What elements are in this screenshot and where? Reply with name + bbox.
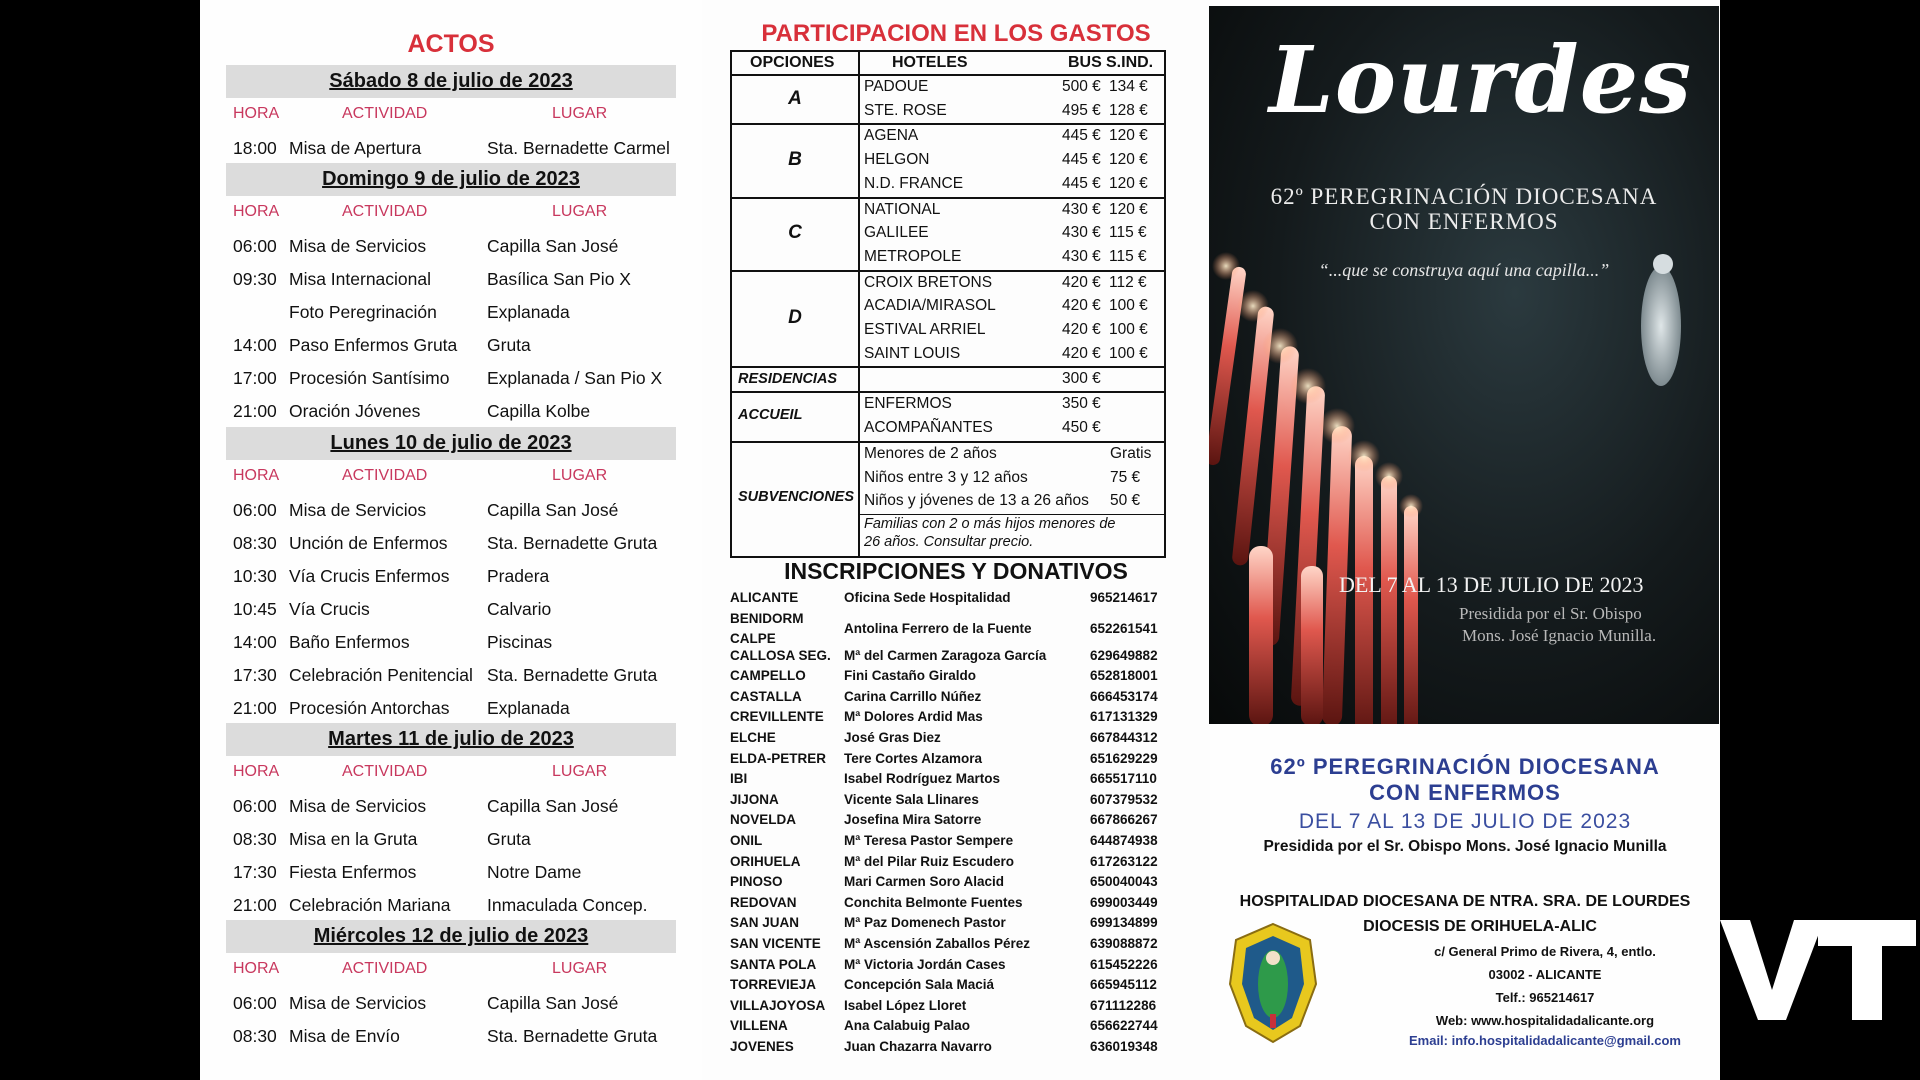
event-place: Capilla Kolbe <box>487 401 591 421</box>
event-time: 18:00 <box>233 138 277 158</box>
hotel-name: METROPOLE <box>864 247 962 265</box>
col-actividad-header: ACTIVIDAD <box>342 763 428 780</box>
contact-name: Tere Cortes Alzamora <box>844 750 983 766</box>
hotel-bus-price: 445 € <box>1062 127 1101 145</box>
hotel-name: ESTIVAL ARRIEL <box>864 321 986 338</box>
actos-title: ACTOS <box>407 30 495 58</box>
hotel-name: CROIX BRETONS <box>864 273 993 291</box>
accueil-price: 450 € <box>1062 419 1101 437</box>
event-place: Sta. Bernadette Gruta <box>487 1026 658 1046</box>
town-name: PINOSO <box>730 874 783 890</box>
event-time: 06:00 <box>233 796 277 816</box>
col-hora-header: HORA <box>233 203 280 220</box>
event-place: Capilla San José <box>487 236 619 256</box>
col-hora-header: HORA <box>233 105 280 122</box>
gastos-title: PARTICIPACION EN LOS GASTOS <box>761 20 1151 47</box>
event-activity: Paso Enfermos Gruta <box>289 335 458 355</box>
hotel-name: SAINT LOUIS <box>864 344 961 362</box>
town-name: CAMPELLO <box>730 668 806 684</box>
contact-name: Mª Dolores Ardid Mas <box>844 709 983 725</box>
subvencion-note-1: Familias con 2 o más hijos menores de <box>864 515 1116 532</box>
contact-name: Mª Victoria Jordán Cases <box>844 956 1006 972</box>
event-activity: Fiesta Enfermos <box>289 862 417 882</box>
col-hora-header: HORA <box>233 763 280 780</box>
contact-name: Concepción Sala Maciá <box>844 977 995 993</box>
town-name: JOVENES <box>730 1039 794 1055</box>
contact-phone: 665945112 <box>1090 977 1157 993</box>
contact-phone: 615452226 <box>1090 956 1158 972</box>
event-activity: Unción de Enfermos <box>289 533 448 553</box>
town-name: ELCHE <box>730 730 776 746</box>
price-table <box>730 50 1166 558</box>
event-time: 14:00 <box>233 632 277 652</box>
accueil-label: ACCUEIL <box>738 407 803 424</box>
event-place: Explanada / San Pio X <box>487 368 663 388</box>
subvencion-name: Menores de 2 años <box>864 444 997 462</box>
contact-phone: 667866267 <box>1090 812 1158 828</box>
event-place: Capilla San José <box>487 796 619 816</box>
contact-phone: 639088872 <box>1090 936 1158 952</box>
event-place: Piscinas <box>487 632 553 652</box>
event-activity: Misa de Envío <box>289 1026 400 1046</box>
table-rule <box>732 441 1164 443</box>
contact-phone: 607379532 <box>1090 791 1158 807</box>
town-name: NOVELDA <box>730 812 797 828</box>
cover-image <box>1209 6 1719 724</box>
contact-phone: 652818001 <box>1090 668 1158 684</box>
hotel-single-price: 100 € <box>1109 297 1148 315</box>
town-name: SANTA POLA <box>730 956 817 972</box>
town-name: CASTALLA <box>730 688 802 704</box>
hotel-bus-price: 445 € <box>1062 174 1101 192</box>
hotel-name: AGENA <box>864 127 919 145</box>
town-name: IBI <box>730 771 748 787</box>
event-activity: Procesión Antorchas <box>289 698 450 718</box>
table-rule <box>732 123 1164 125</box>
hotel-bus-price: 445 € <box>1062 151 1101 169</box>
event-place: Explanada <box>487 698 570 718</box>
event-activity: Celebración Penitencial <box>289 665 473 685</box>
event-time: 06:00 <box>233 236 277 256</box>
cover-presided-2: Mons. José Ignacio Munilla. <box>1462 626 1657 645</box>
cover-subtitle-1: 62º PEREGRINACIÓN DIOCESANA <box>1270 184 1658 209</box>
event-place: Gruta <box>487 335 531 355</box>
event-place: Notre Dame <box>487 862 582 882</box>
town-name: CREVILLENTE <box>730 709 824 725</box>
table-rule <box>732 270 1164 272</box>
contact-name: Antolina Ferrero de la Fuente <box>844 621 1032 637</box>
event-activity: Foto Peregrinación <box>289 302 437 322</box>
event-place: Capilla San José <box>487 500 619 520</box>
event-place: Inmaculada Concep. <box>487 895 648 915</box>
col-lugar-header: LUGAR <box>552 763 608 780</box>
hotel-bus-price: 420 € <box>1062 273 1101 291</box>
contact-name: Oficina Sede Hospitalidad <box>844 590 1011 605</box>
subvencion-name: Niños entre 3 y 12 años <box>864 468 1028 486</box>
table-rule <box>732 197 1164 199</box>
contact-phone: 652261541 <box>1090 621 1158 637</box>
hotel-bus-price: 420 € <box>1062 297 1101 315</box>
town-name: CALLOSA SEG. <box>730 647 831 663</box>
contact-phone: 667844312 <box>1090 730 1158 746</box>
contact-name: Mª Teresa Pastor Sempere <box>844 833 1014 849</box>
event-time: 08:30 <box>233 1026 277 1046</box>
contact-phone: 656622744 <box>1090 1018 1158 1034</box>
channel-watermark-icon <box>1720 910 1920 1030</box>
hotel-name: GALILEE <box>864 224 929 242</box>
cover-title: Lourdes <box>1269 26 1693 134</box>
col-actividad-header: ACTIVIDAD <box>342 467 428 484</box>
hotel-name: HELGON <box>864 151 930 169</box>
org-web: Web: www.hospitalidadalicante.org <box>1435 1013 1655 1028</box>
hotel-single-price: 120 € <box>1109 151 1148 169</box>
org-city: 03002 - ALICANTE <box>1488 967 1602 982</box>
info-title-2: CON ENFERMOS <box>1369 780 1561 805</box>
col-hora-header: HORA <box>233 960 280 977</box>
contact-name: Josefina Mira Satorre <box>844 812 982 828</box>
hospitalidad-seal-icon <box>1228 922 1318 1044</box>
hotel-single-price: 128 € <box>1109 101 1148 119</box>
cover-dates: DEL 7 AL 13 DE JULIO DE 2023 <box>1339 572 1644 597</box>
contact-name: Vicente Sala Llinares <box>844 791 979 807</box>
event-place: Explanada <box>487 302 570 322</box>
town-name: SAN JUAN <box>730 915 800 931</box>
subvencion-name: Niños y jóvenes de 13 a 26 años <box>864 492 1089 510</box>
contact-phone: 665517110 <box>1090 771 1157 787</box>
residencias-label: RESIDENCIAS <box>738 371 838 388</box>
info-title-1: 62º PEREGRINACIÓN DIOCESANA <box>1270 754 1660 779</box>
contact-phone: 671112286 <box>1090 997 1157 1013</box>
subvencion-price: Gratis <box>1110 444 1152 462</box>
town-name: ORIHUELA <box>730 853 801 869</box>
table-rule <box>732 366 1164 368</box>
hotel-single-price: 100 € <box>1109 321 1148 338</box>
day-header: Sábado 8 de julio de 2023 <box>226 65 676 98</box>
event-place: Sta. Bernadette Gruta <box>487 533 658 553</box>
event-place: Pradera <box>487 566 550 586</box>
event-activity: Baño Enfermos <box>289 632 410 652</box>
hotel-single-price: 120 € <box>1109 174 1148 192</box>
event-time: 08:30 <box>233 533 277 553</box>
day-header: Domingo 9 de julio de 2023 <box>226 163 676 196</box>
actos-panel <box>200 0 702 1080</box>
event-time: 17:30 <box>233 862 277 882</box>
hotel-single-price: 134 € <box>1109 78 1148 95</box>
subvencion-price: 75 € <box>1110 468 1141 486</box>
event-time: 17:00 <box>233 368 277 388</box>
event-place: Calvario <box>487 599 552 619</box>
town-name: REDOVAN <box>730 894 797 910</box>
event-activity: Misa de Servicios <box>289 236 427 256</box>
contact-phone: 617263122 <box>1090 853 1158 869</box>
contact-name: Juan Chazarra Navarro <box>844 1039 992 1055</box>
day-header: Martes 11 de julio de 2023 <box>226 723 676 756</box>
gastos-panel <box>702 0 1210 1080</box>
event-activity: Vía Crucis <box>289 599 370 619</box>
event-time: 21:00 <box>233 698 277 718</box>
event-place: Capilla San José <box>487 993 619 1013</box>
header-hoteles: HOTELES <box>892 54 968 71</box>
hotel-single-price: 120 € <box>1109 127 1148 145</box>
hotel-bus-price: 495 € <box>1062 101 1101 119</box>
contact-name: Mª del Pilar Ruiz Escudero <box>844 853 1015 869</box>
inscripciones-title: INSCRIPCIONES Y DONATIVOS <box>784 558 1128 584</box>
hotel-bus-price: 420 € <box>1062 321 1101 338</box>
event-place: Sta. Bernadette Gruta <box>487 665 658 685</box>
day-header: Lunes 10 de julio de 2023 <box>226 427 676 460</box>
option-label: C <box>788 222 802 244</box>
contact-phone: 650040043 <box>1090 874 1158 890</box>
contact-phone: 636019348 <box>1090 1039 1158 1055</box>
subvencion-note-2: 26 años. Consultar precio. <box>864 533 1034 550</box>
info-presided: Presidida por el Sr. Obispo Mons. José Ignacio Munilla <box>1263 838 1667 855</box>
accueil-name: ACOMPAÑANTES <box>864 419 993 437</box>
contact-phone: 617131329 <box>1090 709 1158 725</box>
hotel-bus-price: 430 € <box>1062 200 1101 218</box>
contact-phone: 651629229 <box>1090 750 1158 766</box>
cover-presided-1: Presidida por el Sr. Obispo <box>1459 604 1642 623</box>
contact-name: Ana Calabuig Palao <box>844 1018 971 1034</box>
contact-name: Isabel López Lloret <box>844 997 967 1013</box>
event-time: 17:30 <box>233 665 277 685</box>
table-rule <box>732 391 1164 393</box>
hotel-name: PADOUE <box>864 78 929 95</box>
event-activity: Misa de Servicios <box>289 796 427 816</box>
town-name: JIJONA <box>730 791 779 807</box>
hotel-bus-price: 430 € <box>1062 224 1101 242</box>
header-bus: BUS <box>1068 54 1102 71</box>
event-time: 21:00 <box>233 401 277 421</box>
contact-name: Carina Carrillo Núñez <box>844 688 982 704</box>
event-activity: Vía Crucis Enfermos <box>289 566 450 586</box>
info-dates: DEL 7 AL 13 DE JULIO DE 2023 <box>1298 810 1632 833</box>
event-activity: Celebración Mariana <box>289 895 451 915</box>
cover-subtitle-2: CON ENFERMOS <box>1369 209 1559 234</box>
col-lugar-header: LUGAR <box>552 203 608 220</box>
header-opciones: OPCIONES <box>750 54 835 71</box>
event-time: 21:00 <box>233 895 277 915</box>
contact-name: Mª del Carmen Zaragoza García <box>844 647 1047 663</box>
event-time: 06:00 <box>233 993 277 1013</box>
org-diocese: DIOCESIS DE ORIHUELA-ALIC <box>1363 918 1597 935</box>
event-activity: Misa de Servicios <box>289 500 427 520</box>
col-hora-header: HORA <box>233 467 280 484</box>
event-time: 08:30 <box>233 829 277 849</box>
event-place: Gruta <box>487 829 531 849</box>
cover-quote: “...que se construya aquí una capilla...” <box>1318 260 1610 280</box>
hotel-single-price: 115 € <box>1109 224 1147 242</box>
contact-name: Isabel Rodríguez Martos <box>844 771 1001 787</box>
event-activity: Misa en la Gruta <box>289 829 418 849</box>
event-time: 10:30 <box>233 566 277 586</box>
org-phone: Telf.: 965214617 <box>1495 990 1595 1005</box>
contact-name: Mari Carmen Soro Alacid <box>844 874 1005 890</box>
event-time: 10:45 <box>233 599 277 619</box>
town-name: CALPE <box>730 631 776 647</box>
hotel-name: NATIONAL <box>864 200 941 218</box>
hotel-single-price: 120 € <box>1109 200 1148 218</box>
hotel-name: ACADIA/MIRASOL <box>864 297 996 315</box>
col-lugar-header: LUGAR <box>552 467 608 484</box>
subvenciones-label: SUBVENCIONES <box>738 488 855 505</box>
day-header: Miércoles 12 de julio de 2023 <box>226 920 676 953</box>
event-activity: Misa de Apertura <box>289 138 422 158</box>
hotel-single-price: 100 € <box>1109 344 1148 362</box>
org-name: HOSPITALIDAD DIOCESANA DE NTRA. SRA. DE LOURDES <box>1239 893 1691 910</box>
event-time: 06:00 <box>233 500 277 520</box>
contact-name: Conchita Belmonte Fuentes <box>844 894 1023 910</box>
option-label: A <box>788 87 802 109</box>
col-actividad-header: ACTIVIDAD <box>342 203 428 220</box>
table-rule <box>858 514 1164 515</box>
candles <box>1209 266 1418 724</box>
town-name: ALICANTE <box>730 590 799 605</box>
residencias-price: 300 € <box>1062 370 1101 388</box>
contact-phone: 699134899 <box>1090 915 1158 931</box>
town-name: VILLENA <box>730 1018 788 1034</box>
event-place: Basílica San Pio X <box>487 269 631 289</box>
table-rule <box>858 52 860 556</box>
org-address: c/ General Primo de Rivera, 4, entlo. <box>1434 944 1656 959</box>
col-lugar-header: LUGAR <box>552 960 608 977</box>
accueil-name: ENFERMOS <box>864 395 952 413</box>
col-lugar-header: LUGAR <box>552 105 608 122</box>
town-name: ONIL <box>730 833 763 849</box>
event-activity: Misa de Servicios <box>289 993 427 1013</box>
town-name: SAN VICENTE <box>730 936 821 952</box>
org-email: Email: info.hospitalidadalicante@gmail.com <box>1408 1033 1681 1048</box>
contact-name: José Gras Diez <box>844 730 941 746</box>
contact-phone: 699003449 <box>1090 894 1158 910</box>
hotel-name: STE. ROSE <box>864 101 947 119</box>
col-actividad-header: ACTIVIDAD <box>342 960 428 977</box>
town-name: VILLAJOYOSA <box>730 997 826 1013</box>
event-activity: Procesión Santísimo <box>289 368 450 388</box>
hotel-bus-price: 420 € <box>1062 344 1101 362</box>
hotel-name: N.D. FRANCE <box>864 174 964 192</box>
header-sind: S.IND. <box>1106 54 1154 71</box>
col-actividad-header: ACTIVIDAD <box>342 105 428 122</box>
accueil-price: 350 € <box>1062 395 1101 413</box>
subvencion-price: 50 € <box>1110 492 1141 510</box>
event-activity: Oración Jóvenes <box>289 401 421 421</box>
option-label: D <box>788 307 802 328</box>
town-name: ELDA-PETRER <box>730 750 827 766</box>
event-place: Sta. Bernadette Carmel <box>487 138 670 158</box>
hotel-bus-price: 430 € <box>1062 247 1101 265</box>
table-rule <box>732 74 1164 76</box>
contact-name: Mª Paz Domenech Pastor <box>844 915 1006 931</box>
hotel-bus-price: 500 € <box>1062 78 1101 95</box>
town-name: BENIDORM <box>730 610 804 626</box>
hotel-single-price: 112 € <box>1109 273 1147 291</box>
contact-phone: 666453174 <box>1090 688 1158 704</box>
contact-name: Mª Ascensión Zaballos Pérez <box>844 936 1031 952</box>
event-time: 09:30 <box>233 269 277 289</box>
event-time: 14:00 <box>233 335 277 355</box>
contact-phone: 644874938 <box>1090 833 1158 849</box>
contact-phone: 629649882 <box>1090 647 1158 663</box>
option-label: B <box>788 148 802 170</box>
event-activity: Misa Internacional <box>289 269 432 289</box>
contact-name: Fini Castaño Giraldo <box>844 668 977 684</box>
contact-phone: 965214617 <box>1090 590 1158 605</box>
town-name: TORREVIEJA <box>730 977 817 993</box>
hotel-single-price: 115 € <box>1109 247 1147 265</box>
